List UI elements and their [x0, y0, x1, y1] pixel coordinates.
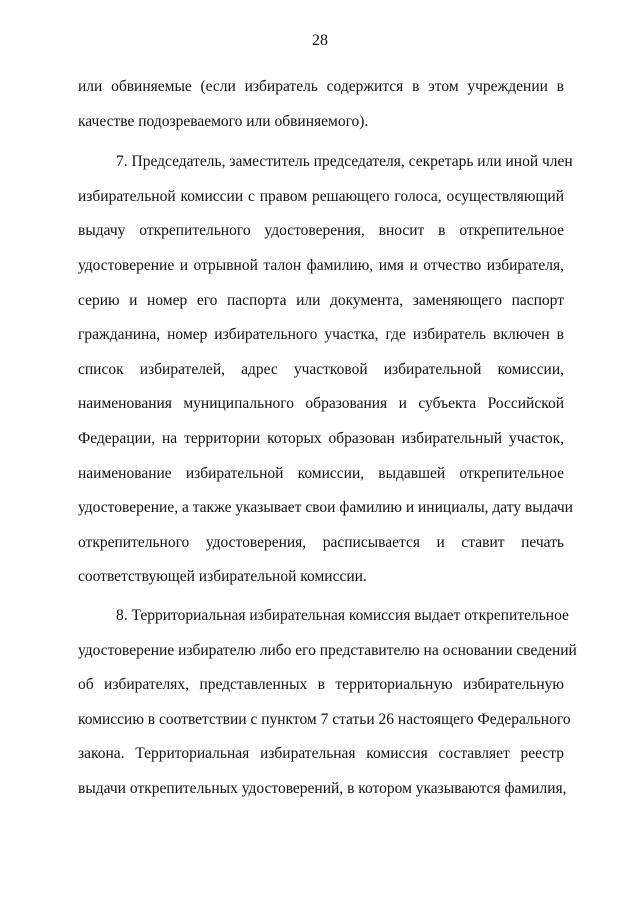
text-line: серию и номер его паспорта или документа, заменяющего паспорт — [78, 291, 564, 309]
text-line: удостоверение, а также указывает свои фамилию и инициалы, дату выдачи — [78, 499, 573, 517]
text-line: избирательной комиссии с правом решающего голоса, осуществляющий — [78, 187, 564, 205]
paragraph-item-7 — [78, 145, 573, 595]
paragraph-continuation — [78, 70, 564, 139]
text-line: соответствующей избирательной комиссии. — [78, 568, 367, 586]
text-line-indented: 7. Председатель, заместитель председателя, секретарь или иной член — [116, 153, 573, 171]
text-line: удостоверение и отрывной талон фамилию, имя и отчество избирателя, — [78, 256, 564, 274]
text-line: наименование избирательной комиссии, выдавшей открепительное — [78, 464, 564, 482]
text-line: закона. Территориальная избирательная комиссия составляет реестр — [78, 745, 564, 763]
text-line: Федерации, на территории которых образован избирательный участок, — [78, 429, 564, 447]
text-line: наименования муниципального образования и субъекта Российской — [78, 395, 564, 413]
text-line: об избирателях, представленных в территориальную избирательную — [78, 676, 564, 694]
text-line: список избирателей, адрес участковой избирательной комиссии, — [78, 360, 564, 378]
text-line: удостоверение избирателю либо его представителю на основании сведений — [78, 641, 577, 659]
text-line: гражданина, номер избирательного участка, где избиратель включен в — [78, 326, 564, 344]
text-line-indented: 8. Территориальная избирательная комиссия выдает открепительное — [116, 606, 569, 624]
document-body — [78, 70, 577, 806]
text-line: выдачу открепительного удостоверения, вносит в открепительное — [78, 222, 564, 240]
text-line: или обвиняемые (если избиратель содержится в этом учреждении в — [78, 78, 564, 95]
text-line: открепительного удостоверения, расписывается и ставит печать — [78, 533, 564, 551]
text-line: комиссию в соответствии с пунктом 7 статьи 26 настоящего Федерального — [78, 710, 571, 728]
page-number: 28 — [312, 32, 328, 49]
text-line: выдачи открепительных удостоверений, в котором указываются фамилия, — [78, 779, 567, 797]
paragraph-item-8 — [78, 599, 577, 807]
text-line: качестве подозреваемого или обвиняемого). — [78, 112, 369, 130]
